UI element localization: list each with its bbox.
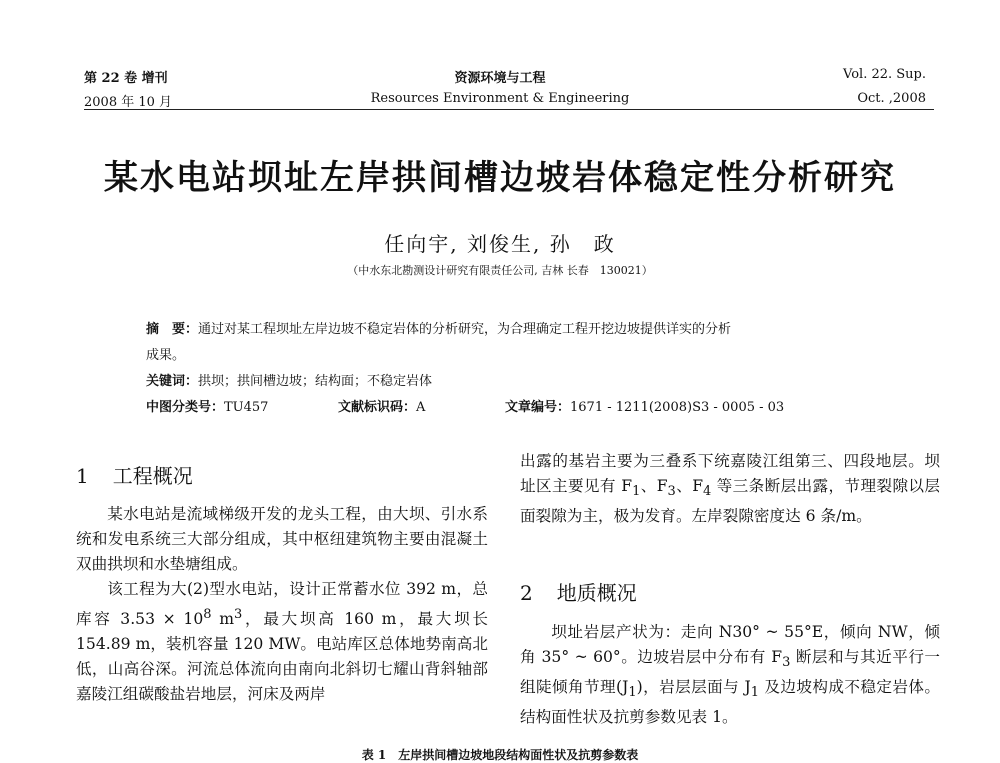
abstract-text-1: 通过对某工程坝址左岸边坡不稳定岩体的分析研究，为合理确定工程开挖边坡提供详实的分析 xyxy=(198,322,732,337)
article-number xyxy=(505,396,784,415)
header-vol-en: Vol. 22. Sup. xyxy=(843,67,926,82)
header-volume: 第 22 卷 增刊 xyxy=(84,71,168,86)
section-2-paragraph: 坝址岩层产状为：走向 N30° ~ 55°E，倾向 NW，倾角 35° ~ 60°。边坡岩层中分布有 $F_3$ 断层和与其近平行一组陡倾角节理$(J_1)$，岩层层面与 $J_1$ 及边坡构成不稳定岩体。结构面性状及抗剪参数见表 1。 xyxy=(520,623,940,727)
authors: 任向宇, 刘俊生, 孙 政 xyxy=(384,232,616,256)
right-column-section-2 xyxy=(520,620,940,730)
right-column-continuation xyxy=(520,449,940,529)
header-journal-cn: 资源环境与工程 xyxy=(454,71,546,86)
section-1-number: 1 xyxy=(76,464,89,488)
header-rule xyxy=(84,109,934,110)
section-1-paragraph-1: 某水电站是流域梯级开发的龙头工程，由大坝、引水系统和发电系统三大部分组成，其中枢纽建筑物主要由混凝土双曲拱坝和水垫塘组成。 xyxy=(76,505,488,573)
clc-value: TU457 xyxy=(224,400,269,415)
abstract-text-2: 成果。 xyxy=(146,348,186,363)
abstract-label: 摘 要： xyxy=(146,322,199,337)
keywords-label: 关键词： xyxy=(146,374,199,389)
keywords xyxy=(146,370,432,389)
affiliation: （中水东北勘测设计研究有限责任公司, 吉林 长春 130021） xyxy=(347,264,653,277)
section-2-heading xyxy=(520,577,637,606)
section-2-title: 地质概况 xyxy=(556,581,637,605)
right-paragraph-continued: 出露的基岩主要为三叠系下统嘉陵江组第三、四段地层。坝址区主要见有 $F_1$、$F_3$、$F_4$ 等三条断层出露，节理裂隙以层面裂隙为主，极为发育。左岸裂隙密度达 6 条/m。 xyxy=(520,452,941,526)
abstract xyxy=(146,318,731,337)
section-1-paragraph-2: 该工程为大(2)型水电站，设计正常蓄水位 392 m，总库容 $3.53 \times 10^8$ $m^3$，最大坝高 160 m，最大坝长 154.89 m，装机容量 120 MW。电站库区总体地势南高北低，山高谷深。河流总体流向由南向北斜切七耀山背斜轴部嘉陵江组碳酸盐岩地层，河床及两岸 xyxy=(76,580,488,704)
section-1-title: 工程概况 xyxy=(112,464,193,488)
table-caption: 表 1 左岸拱间槽边坡地段结构面性状及抗剪参数表 xyxy=(361,748,639,762)
article-number-value: 1671 - 1211(2008)S3 - 0005 - 03 xyxy=(570,400,785,415)
section-2-number: 2 xyxy=(520,581,533,605)
left-column xyxy=(76,502,488,707)
header-date-en: Oct. ,2008 xyxy=(857,91,926,106)
keywords-text: 拱坝；拱间槽边坡；结构面；不稳定岩体 xyxy=(198,374,433,389)
doc-code-value: A xyxy=(416,400,426,415)
doc-code xyxy=(338,396,425,415)
doc-code-label: 文献标识码： xyxy=(338,400,417,415)
section-1-heading xyxy=(76,460,193,489)
clc xyxy=(146,396,268,415)
clc-label: 中图分类号： xyxy=(146,400,225,415)
header-date: 2008 年 10 月 xyxy=(84,95,173,110)
article-number-label: 文章编号： xyxy=(505,400,571,415)
paper-title: 某水电站坝址左岸拱间槽边坡岩体稳定性分析研究 xyxy=(104,158,896,198)
header-journal-en: Resources Environment & Engineering xyxy=(370,91,630,106)
